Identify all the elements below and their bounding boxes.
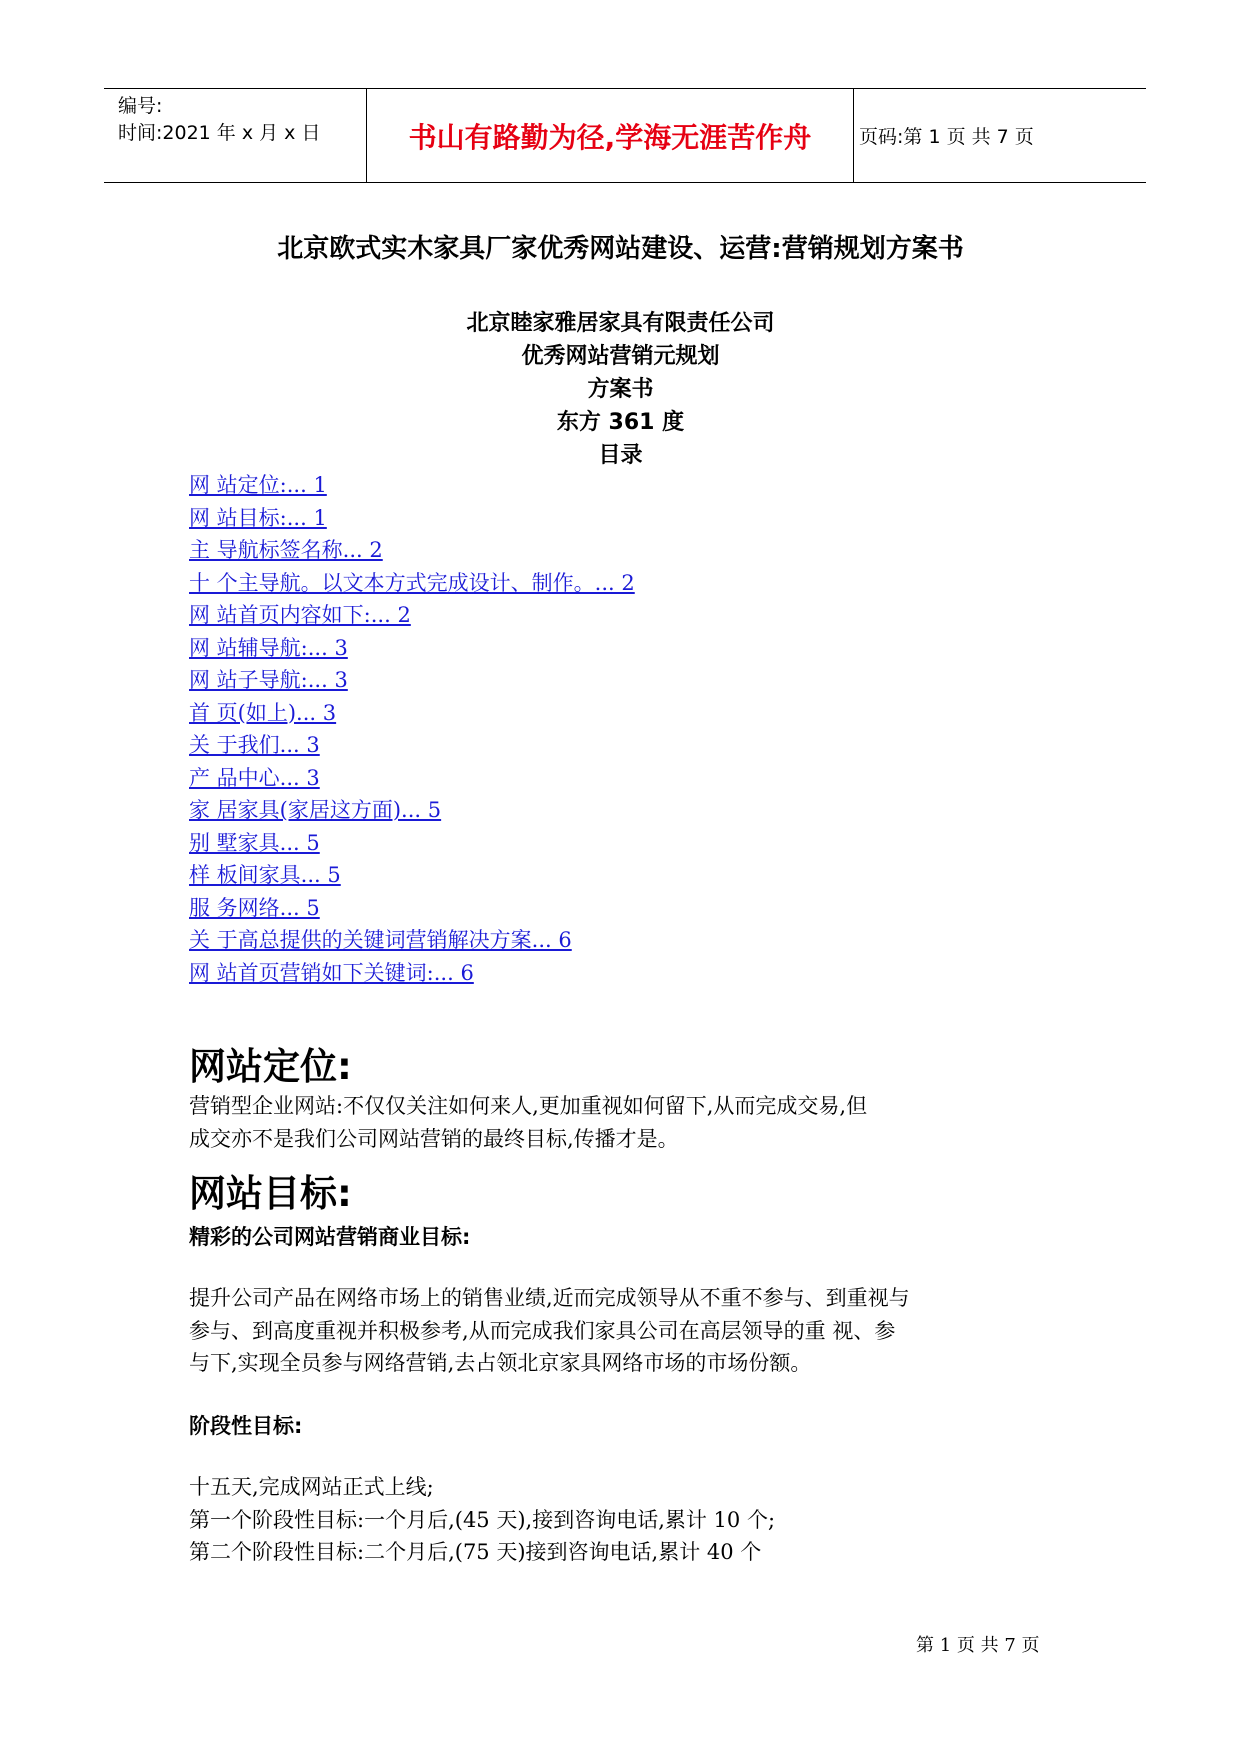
toc-link[interactable]: 网 站定位:... 1 [189, 473, 327, 497]
paragraph-line: 参与、到高度重视并积极参考,从而完成我们家具公司在高层领导的重 视、参 [189, 1318, 896, 1343]
document-title: 北京欧式实木家具厂家优秀网站建设、运营:营销规划方案书 [277, 234, 964, 264]
header-divider [853, 89, 854, 182]
toc-link[interactable]: 服 务网络... 5 [189, 895, 320, 920]
positioning-paragraph [189, 1090, 1069, 1155]
toc-link[interactable]: 关 于我们... 3 [189, 733, 320, 757]
page-footer: 第 1 页 共 7 页 [916, 1635, 1040, 1656]
toc-link[interactable]: 主 导航标签名称... 2 [189, 538, 383, 562]
section-heading-positioning: 网站定位: [189, 1045, 352, 1088]
toc-link[interactable]: 网 站子导航:... 3 [189, 668, 348, 692]
paragraph-line: 与下,实现全员参与网络营销,去占领北京家具网络市场的市场份额。 [189, 1351, 812, 1375]
goal-item: 第二个阶段性目标:二个月后,(75 天)接到咨询电话,累计 40 个 [189, 1540, 762, 1564]
subheading-business-goals: 精彩的公司网站营销商业目标: [189, 1225, 471, 1249]
header-page-label: 页码:第 1 页 共 7 页 [859, 126, 1034, 148]
header-meta [118, 93, 320, 147]
plan-name: 优秀网站营销元规划 [521, 344, 720, 369]
toc-link[interactable]: 网 站辅导航:... 3 [189, 635, 348, 660]
toc-link[interactable]: 产 品中心... 3 [189, 765, 320, 790]
author: 东方 361 度 [556, 410, 685, 435]
subheading-phase-goals: 阶段性目标: [189, 1414, 303, 1438]
paragraph-line: 营销型企业网站:不仅仅关注如何来人,更加重视如何留下,从而完成交易,但 [189, 1094, 868, 1118]
header-divider [366, 89, 367, 182]
goal-item: 第一个阶段性目标:一个月后,(45 天),接到咨询电话,累计 10 个; [189, 1507, 776, 1532]
toc-link[interactable]: 家 居家具(家居这方面)... 5 [189, 798, 442, 822]
toc-link[interactable]: 网 站首页内容如下:... 2 [189, 603, 411, 627]
section-heading-goals: 网站目标: [189, 1172, 352, 1215]
toc-link[interactable]: 网 站首页营销如下关键词:... 6 [189, 960, 474, 985]
paragraph-line: 成交亦不是我们公司网站营销的最终目标,传播才是。 [189, 1126, 679, 1151]
goal-item: 十五天,完成网站正式上线; [189, 1475, 434, 1499]
toc-link[interactable]: 首 页(如上)... 3 [189, 700, 337, 725]
doc-type: 方案书 [587, 377, 654, 402]
company-name: 北京睦家雅居家具有限责任公司 [466, 311, 775, 336]
toc-link[interactable]: 别 墅家具... 5 [189, 830, 320, 855]
phase-goals-list [189, 1471, 1069, 1569]
goals-paragraph [189, 1282, 1069, 1380]
number-label: 编号: [118, 95, 163, 117]
table-of-contents [189, 469, 635, 989]
toc-link[interactable]: 样 板间家具... 5 [189, 863, 341, 887]
header-motto: 书山有路勤为径,学海无涯苦作舟 [408, 120, 812, 154]
toc-heading: 目录 [598, 443, 643, 468]
toc-link[interactable]: 网 站目标:... 1 [189, 505, 327, 530]
toc-link[interactable]: 十 个主导航。以文本方式完成设计、制作。... 2 [189, 570, 635, 595]
toc-link[interactable]: 关 于高总提供的关键词营销解决方案... 6 [189, 928, 572, 952]
paragraph-line: 提升公司产品在网络市场上的销售业绩,近而完成领导从不重不参与、到重视与 [189, 1286, 910, 1310]
header-table [104, 88, 1146, 183]
time-label: 时间:2021 年 x 月 x 日 [118, 122, 321, 144]
